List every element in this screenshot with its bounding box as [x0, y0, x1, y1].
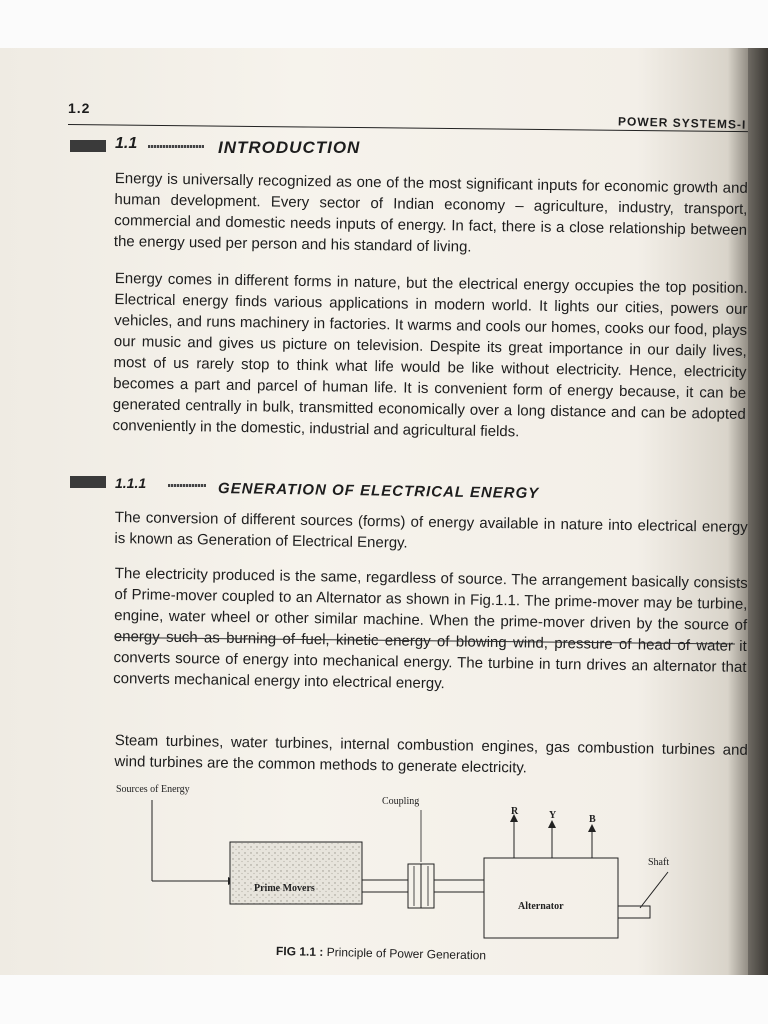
subheading-dash	[168, 484, 206, 487]
sources-label: Sources of Energy	[116, 784, 190, 795]
intro-paragraph-2: Energy comes in different forms in nature, but the electrical energy occupies the top position. Electrical energy finds various applications in modern world. It lights our cities, powers our vehicles, and runs machinery in factories. It warms and cools our homes, cooks our food, plays our music and gives us picture on television. Despite its great importance in our daily lives, most of us rarely stop to think what life would be like without electricity. Hence, electricity becomes a part and parcel of human life. It is convenient form of energy because, it can be generated centrally in bulk, transmitted economically over a long distance and can be adopted conveniently in the domestic, industrial and agricultural fields.	[112, 269, 748, 441]
top-margin	[0, 0, 768, 48]
subsection-title: GENERATION OF ELECTRICAL ENERGY	[217, 480, 540, 503]
prime-movers-box	[230, 842, 362, 904]
shaft-mid	[434, 880, 484, 892]
shaft-label: Shaft	[648, 857, 670, 868]
shaft-pointer	[640, 872, 668, 908]
bottom-margin	[0, 975, 768, 1024]
phase-b-label: B	[589, 814, 596, 825]
alternator-label: Alternator	[518, 901, 564, 912]
phase-r-label: R	[511, 806, 519, 817]
page-number: 1.2	[68, 100, 91, 116]
shaft-left	[362, 880, 408, 892]
alternator-box	[484, 858, 618, 938]
caption-prefix: FIG 1.1 :	[275, 944, 324, 959]
subheading-marker	[70, 476, 106, 488]
generation-paragraph-3: Steam turbines, water turbines, internal combustion engines, gas combustion turbines and wind turbines are the common methods to generate electricity.	[114, 731, 748, 777]
generation-paragraph-1: The conversion of different sources (forms) of energy available in nature into electrical energy is known as Generation of Electrical Energy.	[114, 508, 748, 552]
heading-dash	[148, 145, 204, 148]
generation-paragraph-2: The electricity produced is the same, regardless of source. The arrangement basically consists of Prime-mover coupled to an Alternator as shown in Fig.1.1. The prime-mover may be turbine, engine, water wheel or other similar machine. When the prime-mover driven by the source of energy such as burning of fuel, kinetic energy of blowing wind, pressure of head of water it converts source of energy into mechanical energy. The turbine in turn drives an alternator that converts mechanical energy into electrical energy.	[113, 564, 748, 693]
shaft-right	[618, 906, 650, 918]
heading-marker	[70, 140, 106, 152]
phase-y-label: Y	[549, 810, 557, 821]
section-title: INTRODUCTION	[218, 138, 361, 157]
prime-movers-label: Prime Movers	[254, 883, 315, 894]
coupling-label: Coupling	[382, 796, 420, 807]
book-spine	[748, 48, 768, 975]
running-header: POWER SYSTEMS-I	[617, 114, 747, 132]
caption-text: Principle of Power Generation	[326, 945, 487, 963]
section-number: 1.1	[115, 135, 138, 152]
subsection-number: 1.1.1	[115, 475, 147, 491]
intro-paragraph-1: Energy is universally recognized as one of the most significant inputs for economic growth and human development. Every sector of Indian economy – agriculture, industry, transport, commercial and domestic needs inputs of energy. In fact, there is a close relationship between the energy used per person and his standard of living.	[113, 169, 748, 256]
